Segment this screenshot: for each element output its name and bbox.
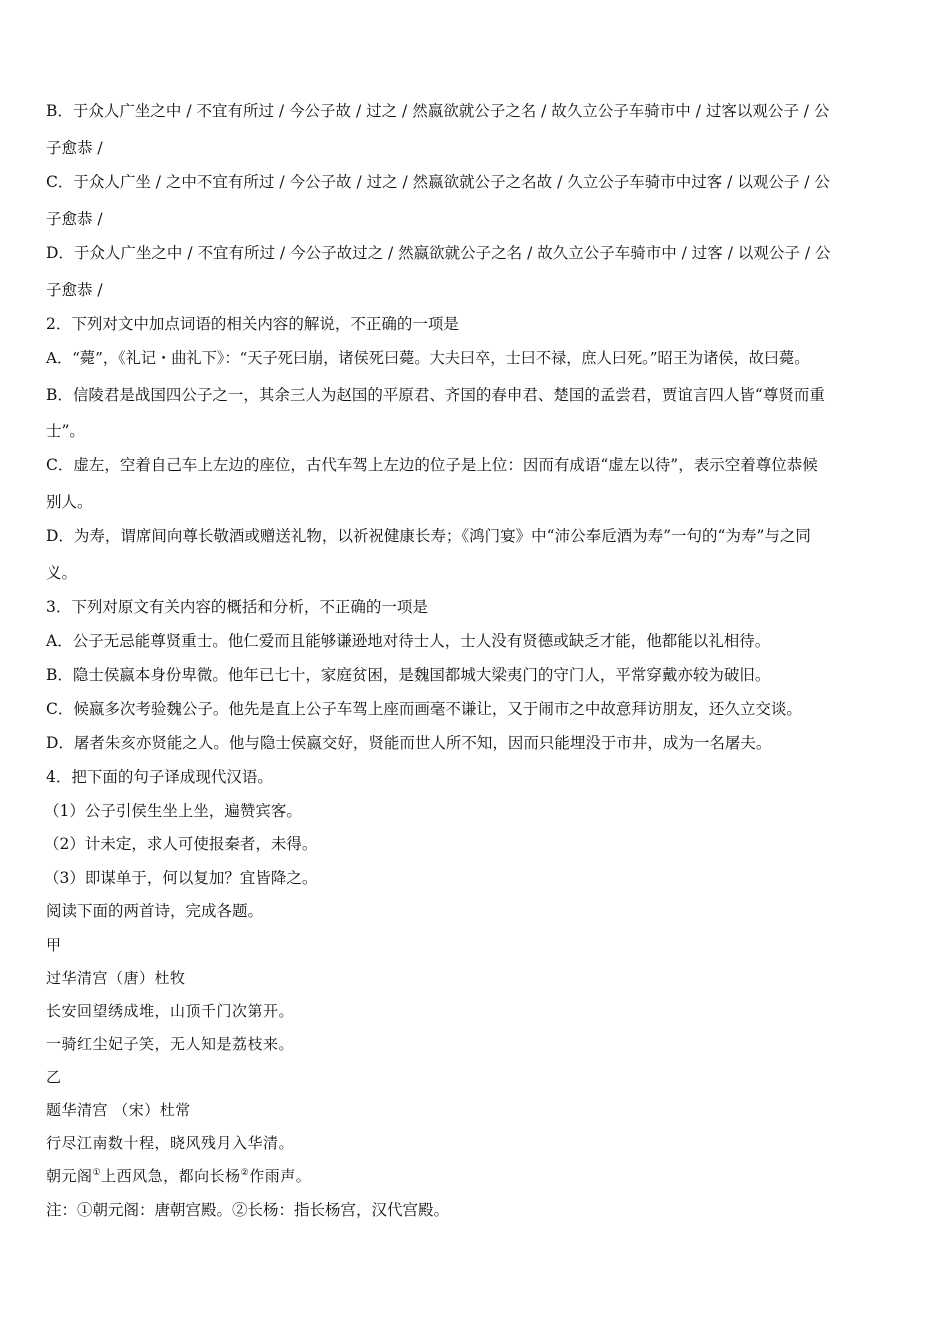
- q1-option-c-line2: 子愈恭 /: [46, 210, 103, 228]
- q2-option-b-line2: 士”。: [46, 422, 85, 440]
- q3-option-a: A．公子无忌能尊贤重士。他仁爱而且能够谦逊地对待士人，士人没有贤德或缺乏才能，他都能以礼相待。: [46, 632, 771, 650]
- q3-option-c: C．候嬴多次考验魏公子。他先是直上公子车驾上座而画毫不谦让，又于闹市之中故意拜访朋友，还久立交谈。: [46, 700, 802, 718]
- poem-yi-line2-part1: 朝元阁: [46, 1167, 93, 1185]
- q1-option-c-line1: C．于众人广坐 / 之中不宜有所过 / 今公子故 / 过之 / 然嬴欲就公子之名故 / 久立公子车骑市中过客 / 以观公子 / 公: [46, 173, 830, 191]
- poem-section-intro: 阅读下面的两首诗，完成各题。: [46, 902, 264, 920]
- poem-yi-line2: [46, 1166, 916, 1186]
- q3-stem: 3．下列对原文有关内容的概括和分析，不正确的一项是: [46, 598, 428, 616]
- poem-footnote: 注：①朝元阁：唐朝宫殿。②长杨：指长杨宫，汉代宫殿。: [46, 1201, 450, 1219]
- q2-option-c-line1: C．虚左，空着自己车上左边的座位，古代车驾上左边的位子是上位：因而有成语“虚左以待”，表示空着尊位恭候: [46, 456, 818, 474]
- q2-option-b-line1: B．信陵君是战国四公子之一，其余三人为赵国的平原君、齐国的春申君、楚国的孟尝君，贾谊言四人皆“尊贤而重: [46, 386, 825, 404]
- poem-jia-title: 过华清宫（唐）杜牧: [46, 969, 186, 987]
- q2-option-d-line2: 义。: [46, 564, 78, 582]
- q2-option-a: A．“薨”，《礼记・曲礼下》：“天子死曰崩，诸侯死曰薨。大夫曰卒，士曰不禄，庶人曰死。”昭王为诸侯，故曰薨。: [46, 349, 810, 367]
- poem-yi-line1: 行尽江南数十程，晓风残月入华清。: [46, 1134, 295, 1152]
- q4-sentence-3: （3）即谋单于，何以复加？宜皆降之。: [44, 869, 318, 887]
- poem-jia-label: 甲: [46, 936, 62, 954]
- q1-option-d-line2: 子愈恭 /: [46, 281, 103, 299]
- q2-stem: 2．下列对文中加点词语的相关内容的解说，不正确的一项是: [46, 315, 459, 333]
- q4-stem: 4．把下面的句子译成现代汉语。: [46, 768, 273, 786]
- q1-option-b-line1: B．于众人广坐之中 / 不宜有所过 / 今公子故 / 过之 / 然嬴欲就公子之名 / 故久立公子车骑市中 / 过客以观公子 / 公: [46, 102, 830, 120]
- poem-yi-line2-part2: 上西风急，都向长杨: [101, 1167, 241, 1185]
- footnote-marker-1: ①: [92, 1168, 102, 1178]
- q3-option-b: B．隐士侯嬴本身份卑微。他年已七十，家庭贫困，是魏国都城大梁夷门的守门人，平常穿戴亦较为破旧。: [46, 666, 771, 684]
- poem-yi-line2-part3: 作雨声。: [249, 1167, 312, 1185]
- poem-jia-line2: 一骑红尘妃子笑，无人知是荔枝来。: [46, 1035, 295, 1053]
- q1-option-b-line2: 子愈恭 /: [46, 139, 103, 157]
- poem-yi-label: 乙: [46, 1068, 62, 1086]
- q2-option-d-line1: D．为寿，谓席间向尊长敬酒或赠送礼物，以祈祝健康长寿；《鸿门宴》中“沛公奉卮酒为寿”一句的“为寿”与之同: [46, 527, 811, 545]
- q2-option-c-line2: 别人。: [46, 493, 93, 511]
- q4-sentence-1: （1）公子引侯生坐上坐，遍赞宾客。: [44, 802, 302, 820]
- poem-yi-title: 题华清宫 （宋）杜常: [46, 1101, 191, 1119]
- poem-jia-line1: 长安回望绣成堆，山顶千门次第开。: [46, 1002, 295, 1020]
- q3-option-d: D．屠者朱亥亦贤能之人。他与隐士侯嬴交好，贤能而世人所不知，因而只能埋没于市井，成为一名屠夫。: [46, 734, 772, 752]
- q4-sentence-2: （2）计未定，求人可使报秦者，未得。: [44, 835, 318, 853]
- q1-option-d-line1: D．于众人广坐之中 / 不宜有所过 / 今公子故过之 / 然嬴欲就公子之名 / 故久立公子车骑市中 / 过客 / 以观公子 / 公: [46, 244, 831, 262]
- footnote-marker-2: ②: [240, 1168, 250, 1178]
